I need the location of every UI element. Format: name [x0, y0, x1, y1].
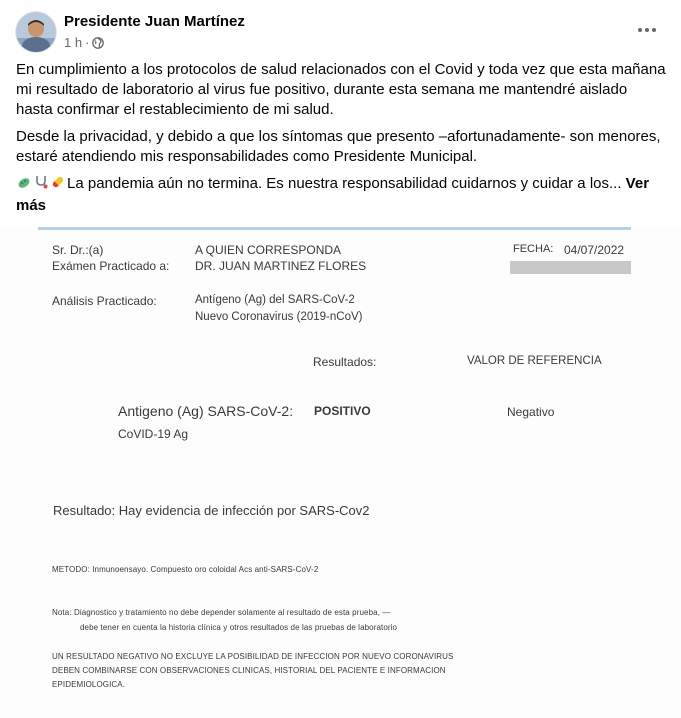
doc-disclaimer-3: EPIDEMIOLOGICA.: [52, 680, 126, 689]
doc-resultados-header: Resultados:: [313, 355, 377, 369]
see-more-link-part1[interactable]: Ver: [625, 175, 650, 192]
doc-nota-1: Nota: Diagnostico y tratamiento no debe depender solamente al resultado de esta prueba, —: [52, 608, 391, 617]
globe-icon[interactable]: [92, 37, 104, 49]
pill-emoji-icon: [50, 174, 66, 196]
post-paragraph-1: En cumplimiento a los protocolos de salud relacionados con el Covid y toda vez que esta mañana mi resultado de laboratorio al virus fue positivo, durante esta semana me mantendré aislado hasta confirmar el restablecimiento de mi salud.: [16, 61, 666, 118]
doc-analisis-value-1: Antígeno (Ag) del SARS-CoV-2: [195, 294, 355, 306]
author-name[interactable]: Presidente Juan Martínez: [64, 13, 245, 30]
doc-analisis-value-2: Nuevo Coronavirus (2019-nCoV): [195, 311, 363, 323]
doc-nota-2: debe tener en cuenta la historia clínica y otros resultados de las pruebas de laboratorio: [80, 623, 398, 632]
doc-sr-dr-value: A QUIEN CORRESPONDA: [195, 243, 342, 257]
doc-test-name: Antigeno (Ag) SARS-CoV-2:: [118, 403, 294, 419]
document-border: [38, 227, 631, 230]
doc-test-reference: Negativo: [507, 405, 555, 419]
doc-examen-value: DR. JUAN MARTINEZ FLORES: [195, 259, 367, 273]
post-meta: [64, 35, 104, 50]
avatar-photo-icon: [16, 12, 56, 52]
doc-disclaimer-1: UN RESULTADO NEGATIVO NO EXCLUYE LA POSIBILIDAD DE INFECCION POR NUEVO CORONAVIRUS: [52, 652, 454, 661]
doc-test-sub: CoVID-19 Ag: [118, 427, 189, 441]
see-more-link[interactable]: más: [16, 197, 47, 214]
doc-fecha-value: 04/07/2022: [564, 243, 625, 257]
post-text: [16, 60, 666, 216]
post-paragraph-2: Desde la privacidad, y debido a que los síntomas que presento –afortunadamente- son menores, estaré atendiendo mis responsabilidades como Presidente Municipal.: [16, 128, 661, 165]
doc-resultado-line: Resultado: Hay evidencia de infección por SARS-Cov2: [53, 503, 370, 518]
more-options-button[interactable]: [631, 18, 663, 42]
more-options-icon: [637, 27, 657, 33]
doc-metodo: METODO: Inmunoensayo. Compuesto oro coloidal Acs anti-SARS-CoV-2: [52, 565, 319, 574]
post-truncated-text: La pandemia aún no termina. Es nuestra responsabilidad cuidarnos y cuidar a los...: [67, 175, 622, 192]
stethoscope-emoji-icon: [33, 174, 49, 196]
doc-referencia-header: VALOR DE REFERENCIA: [467, 355, 602, 367]
meta-separator: ·: [85, 35, 90, 50]
post-timestamp[interactable]: 1 h: [64, 35, 83, 50]
doc-disclaimer-2: DEBEN COMBINARSE CON OBSERVACIONES CLINICAS, HISTORIAL DEL PACIENTE E INFORMACION: [52, 666, 446, 675]
redacted-area: [510, 261, 631, 274]
lab-result-image[interactable]: [0, 227, 681, 718]
post-truncated-line: [16, 174, 666, 196]
doc-sr-dr-label: Sr. Dr.:(a): [52, 243, 104, 257]
doc-analisis-label: Análisis Practicado:: [52, 294, 157, 308]
doc-test-result: POSITIVO: [314, 404, 371, 418]
avatar[interactable]: [16, 12, 56, 52]
doc-fecha-label: FECHA:: [513, 243, 554, 255]
doc-examen-label: Exámen Practicado a:: [52, 259, 170, 273]
microbe-emoji-icon: [16, 174, 32, 196]
